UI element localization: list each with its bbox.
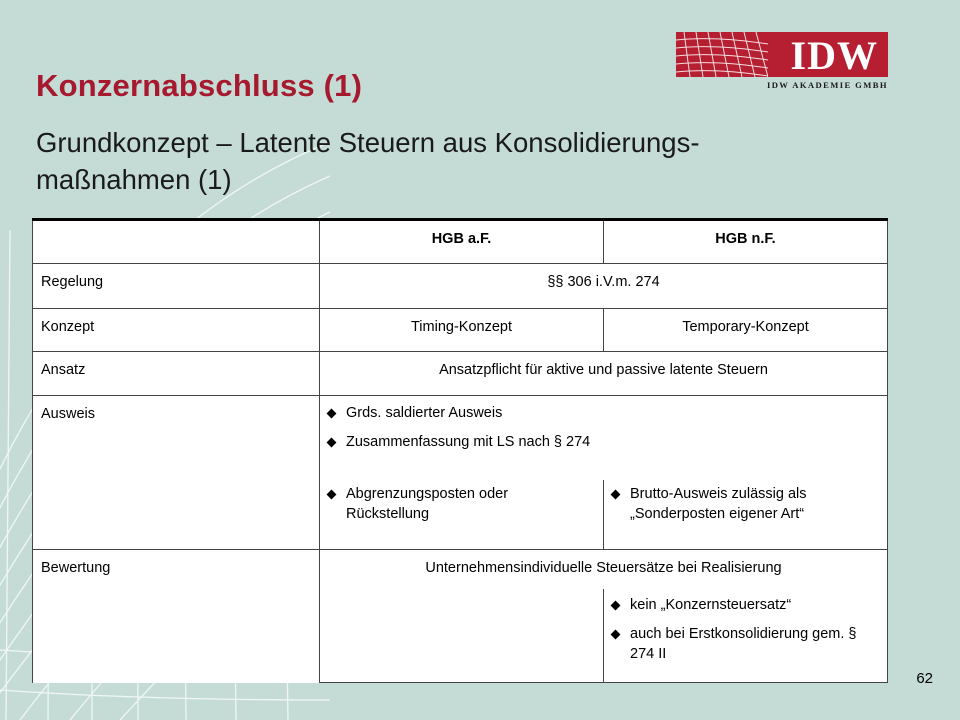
slide-subtitle: Grundkonzept – Latente Steuern aus Konsolidierungs-maßnahmen (1)	[36, 127, 700, 195]
list-item: Abgrenzungsposten oder Rückstellung	[320, 484, 603, 524]
regelung-label: Regelung	[33, 264, 320, 309]
list-item: Brutto-Ausweis zulässig als „Sonderposten eigener Art“	[604, 484, 887, 524]
list-item: Zusammenfassung mit LS nach § 274	[320, 432, 887, 452]
diamond-bullet-icon	[611, 629, 621, 639]
row-ausweis-top	[33, 396, 888, 480]
comparison-table	[32, 218, 888, 683]
list-item: auch bei Erstkonsolidierung gem. § 274 II	[604, 624, 887, 664]
idw-logo	[676, 32, 888, 90]
logo-hatch-pattern	[676, 32, 768, 77]
list-item: kein „Konzernsteuersatz“	[604, 595, 887, 615]
bewertung-neu-cell	[604, 589, 888, 683]
ausweis-neu-cell	[604, 480, 888, 550]
row-ansatz	[33, 352, 888, 396]
logo-subtext: IDW AKADEMIE GMBH	[766, 80, 888, 90]
bewertung-label: Bewertung	[33, 550, 320, 683]
regelung-value: §§ 306 i.V.m. 274	[320, 264, 888, 309]
list-item: Grds. saldierter Ausweis	[320, 403, 887, 423]
header-empty-cell	[33, 220, 320, 264]
ausweis-label: Ausweis	[33, 396, 320, 550]
diamond-bullet-icon	[327, 438, 337, 448]
row-konzept	[33, 309, 888, 352]
ansatz-value: Ansatzpflicht für aktive und passive latente Steuern	[320, 352, 888, 396]
konzept-neu: Temporary-Konzept	[604, 309, 888, 352]
diamond-bullet-icon	[611, 600, 621, 610]
konzept-label: Konzept	[33, 309, 320, 352]
row-bewertung-top	[33, 550, 888, 589]
diamond-bullet-icon	[611, 489, 621, 499]
row-regelung	[33, 264, 888, 309]
slide-title: Konzernabschluss (1)	[36, 68, 363, 103]
diamond-bullet-icon	[327, 489, 337, 499]
ausweis-alt-cell	[320, 480, 604, 550]
bewertung-value: Unternehmensindividuelle Steuersätze bei Realisierung	[320, 550, 888, 589]
ansatz-label: Ansatz	[33, 352, 320, 396]
bewertung-alt-cell	[320, 589, 604, 683]
page-number: 62	[916, 670, 933, 687]
logo-text: IDW	[790, 33, 878, 77]
header-hgb-nf: HGB n.F.	[604, 220, 888, 264]
ausweis-common-cell	[320, 396, 888, 480]
diamond-bullet-icon	[327, 409, 337, 419]
header-hgb-af: HGB a.F.	[320, 220, 604, 264]
logo-box	[676, 32, 888, 77]
konzept-alt: Timing-Konzept	[320, 309, 604, 352]
table-header-row	[33, 220, 888, 264]
